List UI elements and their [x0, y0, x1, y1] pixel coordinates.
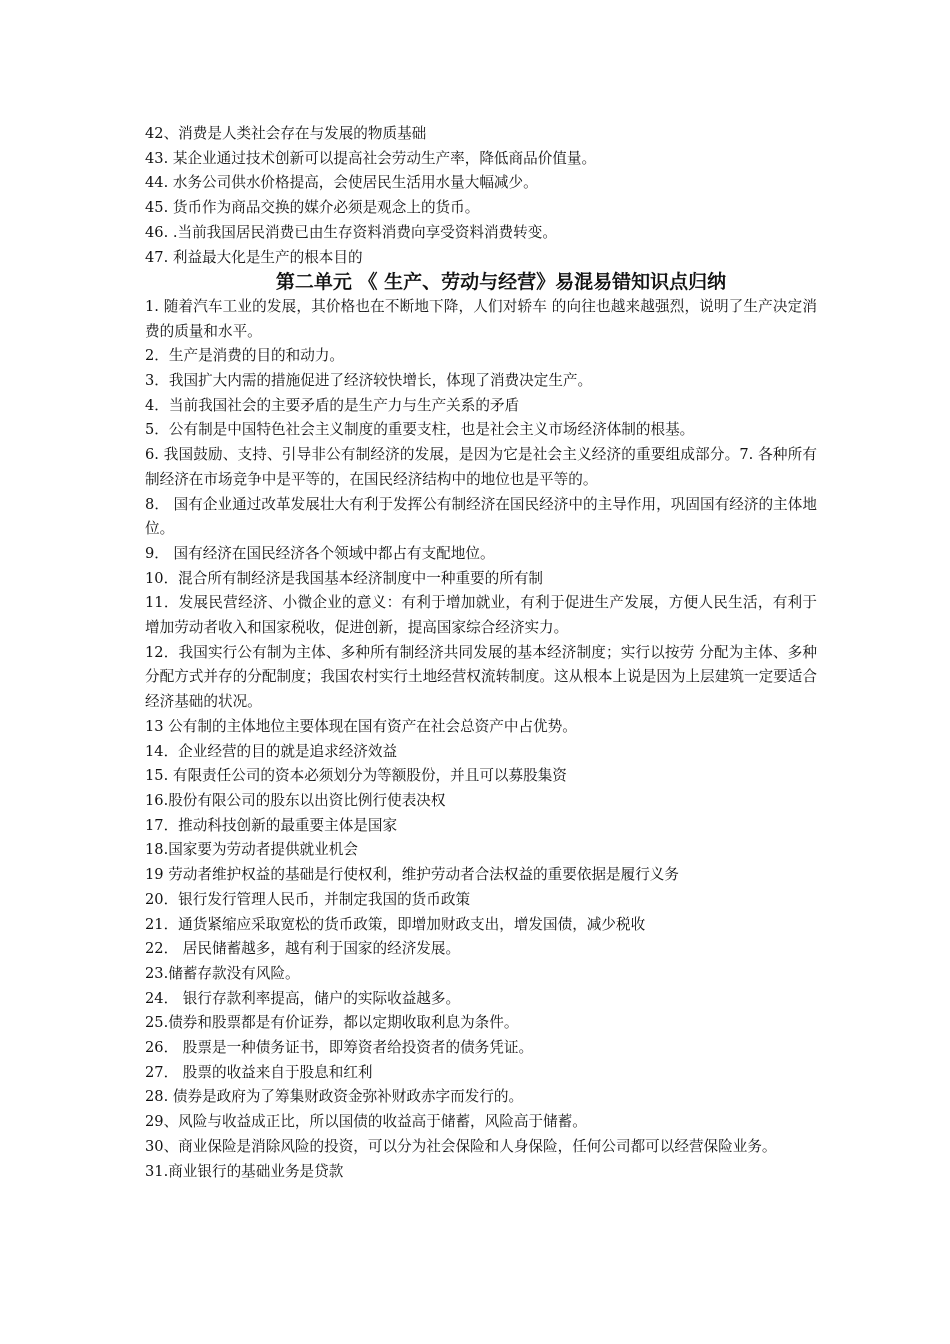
list-item: 23.储蓄存款没有风险。	[145, 964, 300, 982]
list-item: 46. .当前我国居民消费已由生存资料消费向享受资料消费转变。	[145, 223, 557, 241]
list-item: 16.股份有限公司的股东以出资比例行使表决权	[145, 791, 446, 809]
list-item: 29、风险与收益成正比，所以国债的收益高于储蓄，风险高于储蓄。	[145, 1113, 587, 1131]
list-item: 18.国家要为劳动者提供就业机会	[145, 841, 358, 859]
list-item: 30、商业保险是消除风险的投资，可以分为社会保险和人身保险，任何公司都可以经营保险业务。	[145, 1137, 777, 1155]
list-item: 44. 水务公司供水价格提高，会使居民生活用水量大幅减少。	[145, 174, 538, 192]
list-item: 14．企业经营的目的就是追求经济效益	[145, 742, 398, 760]
list-item: 22． 居民储蓄越多，越有利于国家的经济发展。	[145, 940, 461, 958]
list-item: 45. 货币作为商品交换的媒介必须是观念上的货币。	[145, 199, 480, 217]
list-item: 4．当前我国社会的主要矛盾的是生产力与生产关系的矛盾	[145, 396, 520, 414]
list-item: 5．公有制是中国特色社会主义制度的重要支柱，也是社会主义市场经济体制的根基。	[145, 421, 695, 439]
list-item: 47. 利益最大化是生产的根本目的	[145, 248, 363, 266]
list-item: 1. 随着汽车工业的发展，其价格也在不断地下降，人们对轿车 的向往也越来越强烈，说明了生产决定消费的质量和水平。	[145, 297, 817, 340]
list-item: 9． 国有经济在国民经济各个领域中都占有支配地位。	[145, 544, 495, 562]
list-item: 21．通货紧缩应采取宽松的货币政策，即增加财政支出，增发国债，减少税收	[145, 915, 646, 933]
list-item: 11．发展民营经济、小微企业的意义：有利于增加就业，有利于促进生产发展，方便人民生活，有利于增加劳动者收入和国家税收，促进创新，提高国家综合经济实力。	[145, 594, 817, 637]
list-item: 26． 股票是一种债务证书，即筹资者给投资者的债务凭证。	[145, 1039, 534, 1057]
list-item: 19 劳动者维护权益的基础是行使权利，维护劳动者合法权益的重要依据是履行义务	[145, 866, 679, 884]
list-item: 43. 某企业通过技术创新可以提高社会劳动生产率，降低商品价值量。	[145, 149, 597, 167]
document-page	[145, 122, 817, 1184]
list-item: 3．我国扩大内需的措施促进了经济较快增长，体现了消费决定生产。	[145, 372, 593, 390]
list-item: 25.债券和股票都是有价证券，都以定期收取利息为条件。	[145, 1014, 519, 1032]
list-item: 31.商业银行的基础业务是贷款	[145, 1162, 344, 1180]
list-item: 28. 债券是政府为了筹集财政资金弥补财政赤字而发行的。	[145, 1088, 524, 1106]
list-item: 12．我国实行公有制为主体、多种所有制经济共同发展的基本经济制度；实行以按劳 分配为主体、多种分配方式并存的分配制度；我国农村实行土地经营权流转制度。这从根本上说是因为上层建筑一定要适合经济基础的状况。	[145, 643, 817, 711]
list-item: 15. 有限责任公司的资本必须划分为等额股份，并且可以募股集资	[145, 767, 567, 785]
list-item: 6. 我国鼓励、支持、引导非公有制经济的发展，是因为它是社会主义经济的重要组成部分。7. 各种所有制经济在市场竞争中是平等的，在国民经济结构中的地位也是平等的。	[145, 446, 817, 488]
list-item: 42、消费是人类社会存在与发展的物质基础	[145, 125, 427, 142]
section-title: 第二单元 《 生产、劳动与经营》易混易错知识点归纳	[275, 271, 727, 294]
list-item: 27． 股票的收益来自于股息和红利	[145, 1063, 373, 1081]
list-item: 10．混合所有制经济是我国基本经济制度中一种重要的所有制	[145, 569, 544, 587]
list-item: 24． 银行存款利率提高，储户的实际收益越多。	[145, 989, 461, 1007]
list-item: 8． 国有企业通过改革发展壮大有利于发挥公有制经济在国民经济中的主导作用，巩固国有经济的主体地位。	[145, 495, 817, 538]
list-item: 17．推动科技创新的最重要主体是国家	[145, 816, 398, 834]
list-item: 13 公有制的主体地位主要体现在国有资产在社会总资产中占优势。	[145, 717, 577, 735]
list-item: 2．生产是消费的目的和动力。	[145, 347, 345, 365]
list-item: 20．银行发行管理人民币，并制定我国的货币政策	[145, 890, 471, 908]
